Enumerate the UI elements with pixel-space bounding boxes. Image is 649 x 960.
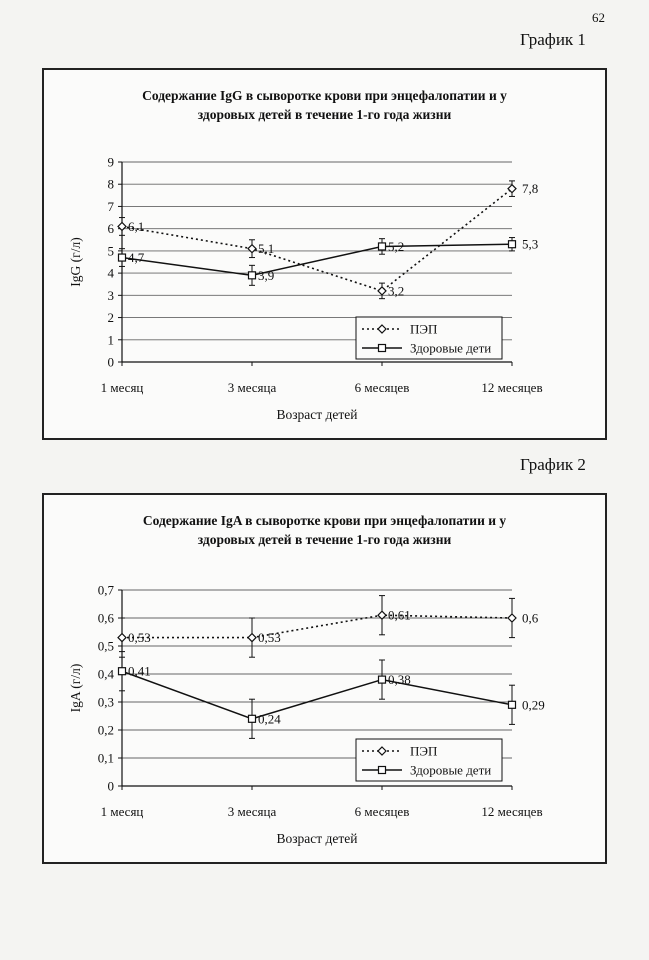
data-label: 0,6 [522,610,539,626]
data-label: 0,53 [128,630,151,646]
chart-frame-igg [42,68,607,440]
page-number: 62 [592,10,605,25]
y-axis-title: IgG (г/л) [68,237,83,287]
data-label: 3,2 [388,283,405,299]
y-tick-label: 9 [107,154,114,170]
data-point-diamond [118,222,126,230]
series-line-healthy [122,671,512,719]
data-label: 0,53 [258,630,281,646]
chart-title-line: здоровых детей в течение 1-го года жизни [197,107,452,122]
data-label: 5,2 [388,238,405,254]
x-tick-label: 12 месяцев [481,380,543,395]
x-axis-title: Возраст детей [276,831,358,846]
y-tick-label: 0,7 [97,582,114,598]
data-point-diamond [248,634,256,642]
chart-title-line: Содержание IgA в сыворотке крови при энцефалопатии и у [142,513,507,528]
y-tick-label: 6 [107,221,114,237]
legend-label: ПЭП [410,743,438,759]
data-point-diamond [248,245,256,253]
y-tick-label: 0,4 [97,666,114,682]
y-tick-label: 4 [107,265,114,281]
chart-title-line: Содержание IgG в сыворотке крови при энцефалопатии и у [142,88,507,103]
y-tick-label: 7 [107,198,114,214]
data-label: 5,1 [258,241,275,257]
data-point-diamond [508,614,516,622]
y-tick-label: 0,3 [97,694,114,710]
data-label: 0,38 [388,672,411,688]
legend-label: Здоровые дети [410,340,492,356]
x-tick-label: 3 месяца [227,804,277,819]
data-point-square [119,668,126,675]
chart-title-line: здоровых детей в течение 1-го года жизни [197,532,452,547]
y-tick-label: 8 [107,176,114,192]
series-line-pep [122,615,512,637]
y-tick-label: 1 [107,332,114,348]
y-tick-label: 3 [107,287,114,303]
data-label: 5,3 [522,236,539,252]
data-point-square [379,243,386,250]
data-point-square [509,241,516,248]
y-tick-label: 0,1 [97,750,114,766]
data-label: 6,1 [128,218,145,234]
data-label: 7,8 [522,181,539,197]
data-point-square [379,676,386,683]
x-axis-title: Возраст детей [276,407,358,422]
y-axis-title: IgA (г/л) [68,663,83,713]
data-point-diamond [118,634,126,642]
data-label: 0,41 [128,663,151,679]
series-line-healthy [122,244,512,275]
series-line-pep [122,189,512,291]
data-label: 0,61 [388,607,411,623]
x-tick-label: 6 месяцев [354,380,410,395]
x-tick-label: 1 месяц [100,804,144,819]
data-label: 0,24 [258,711,281,727]
y-tick-label: 0 [107,778,114,794]
data-point-square [249,715,256,722]
igg-line-chart [44,70,605,438]
legend-marker-square [379,767,386,774]
legend-marker-square [379,345,386,352]
data-label: 4,7 [128,250,145,266]
legend-label: Здоровые дети [410,762,492,778]
legend-label: ПЭП [410,321,438,337]
y-tick-label: 0,6 [97,610,114,626]
iga-line-chart [44,495,605,862]
y-tick-label: 0,5 [97,638,114,654]
y-tick-label: 0,2 [97,722,114,738]
x-tick-label: 12 месяцев [481,804,543,819]
data-point-square [119,254,126,261]
y-tick-label: 0 [107,354,114,370]
y-tick-label: 2 [107,310,114,326]
chart-frame-iga [42,493,607,864]
x-tick-label: 6 месяцев [354,804,410,819]
data-point-square [249,272,256,279]
y-tick-label: 5 [107,243,114,259]
data-label: 3,9 [258,267,275,283]
chart-caption-1: График 1 [520,30,586,49]
chart-caption-2: График 2 [520,455,586,474]
x-tick-label: 3 месяца [227,380,277,395]
data-point-diamond [378,287,386,295]
data-point-square [509,701,516,708]
x-tick-label: 1 месяц [100,380,144,395]
data-label: 0,29 [522,697,545,713]
